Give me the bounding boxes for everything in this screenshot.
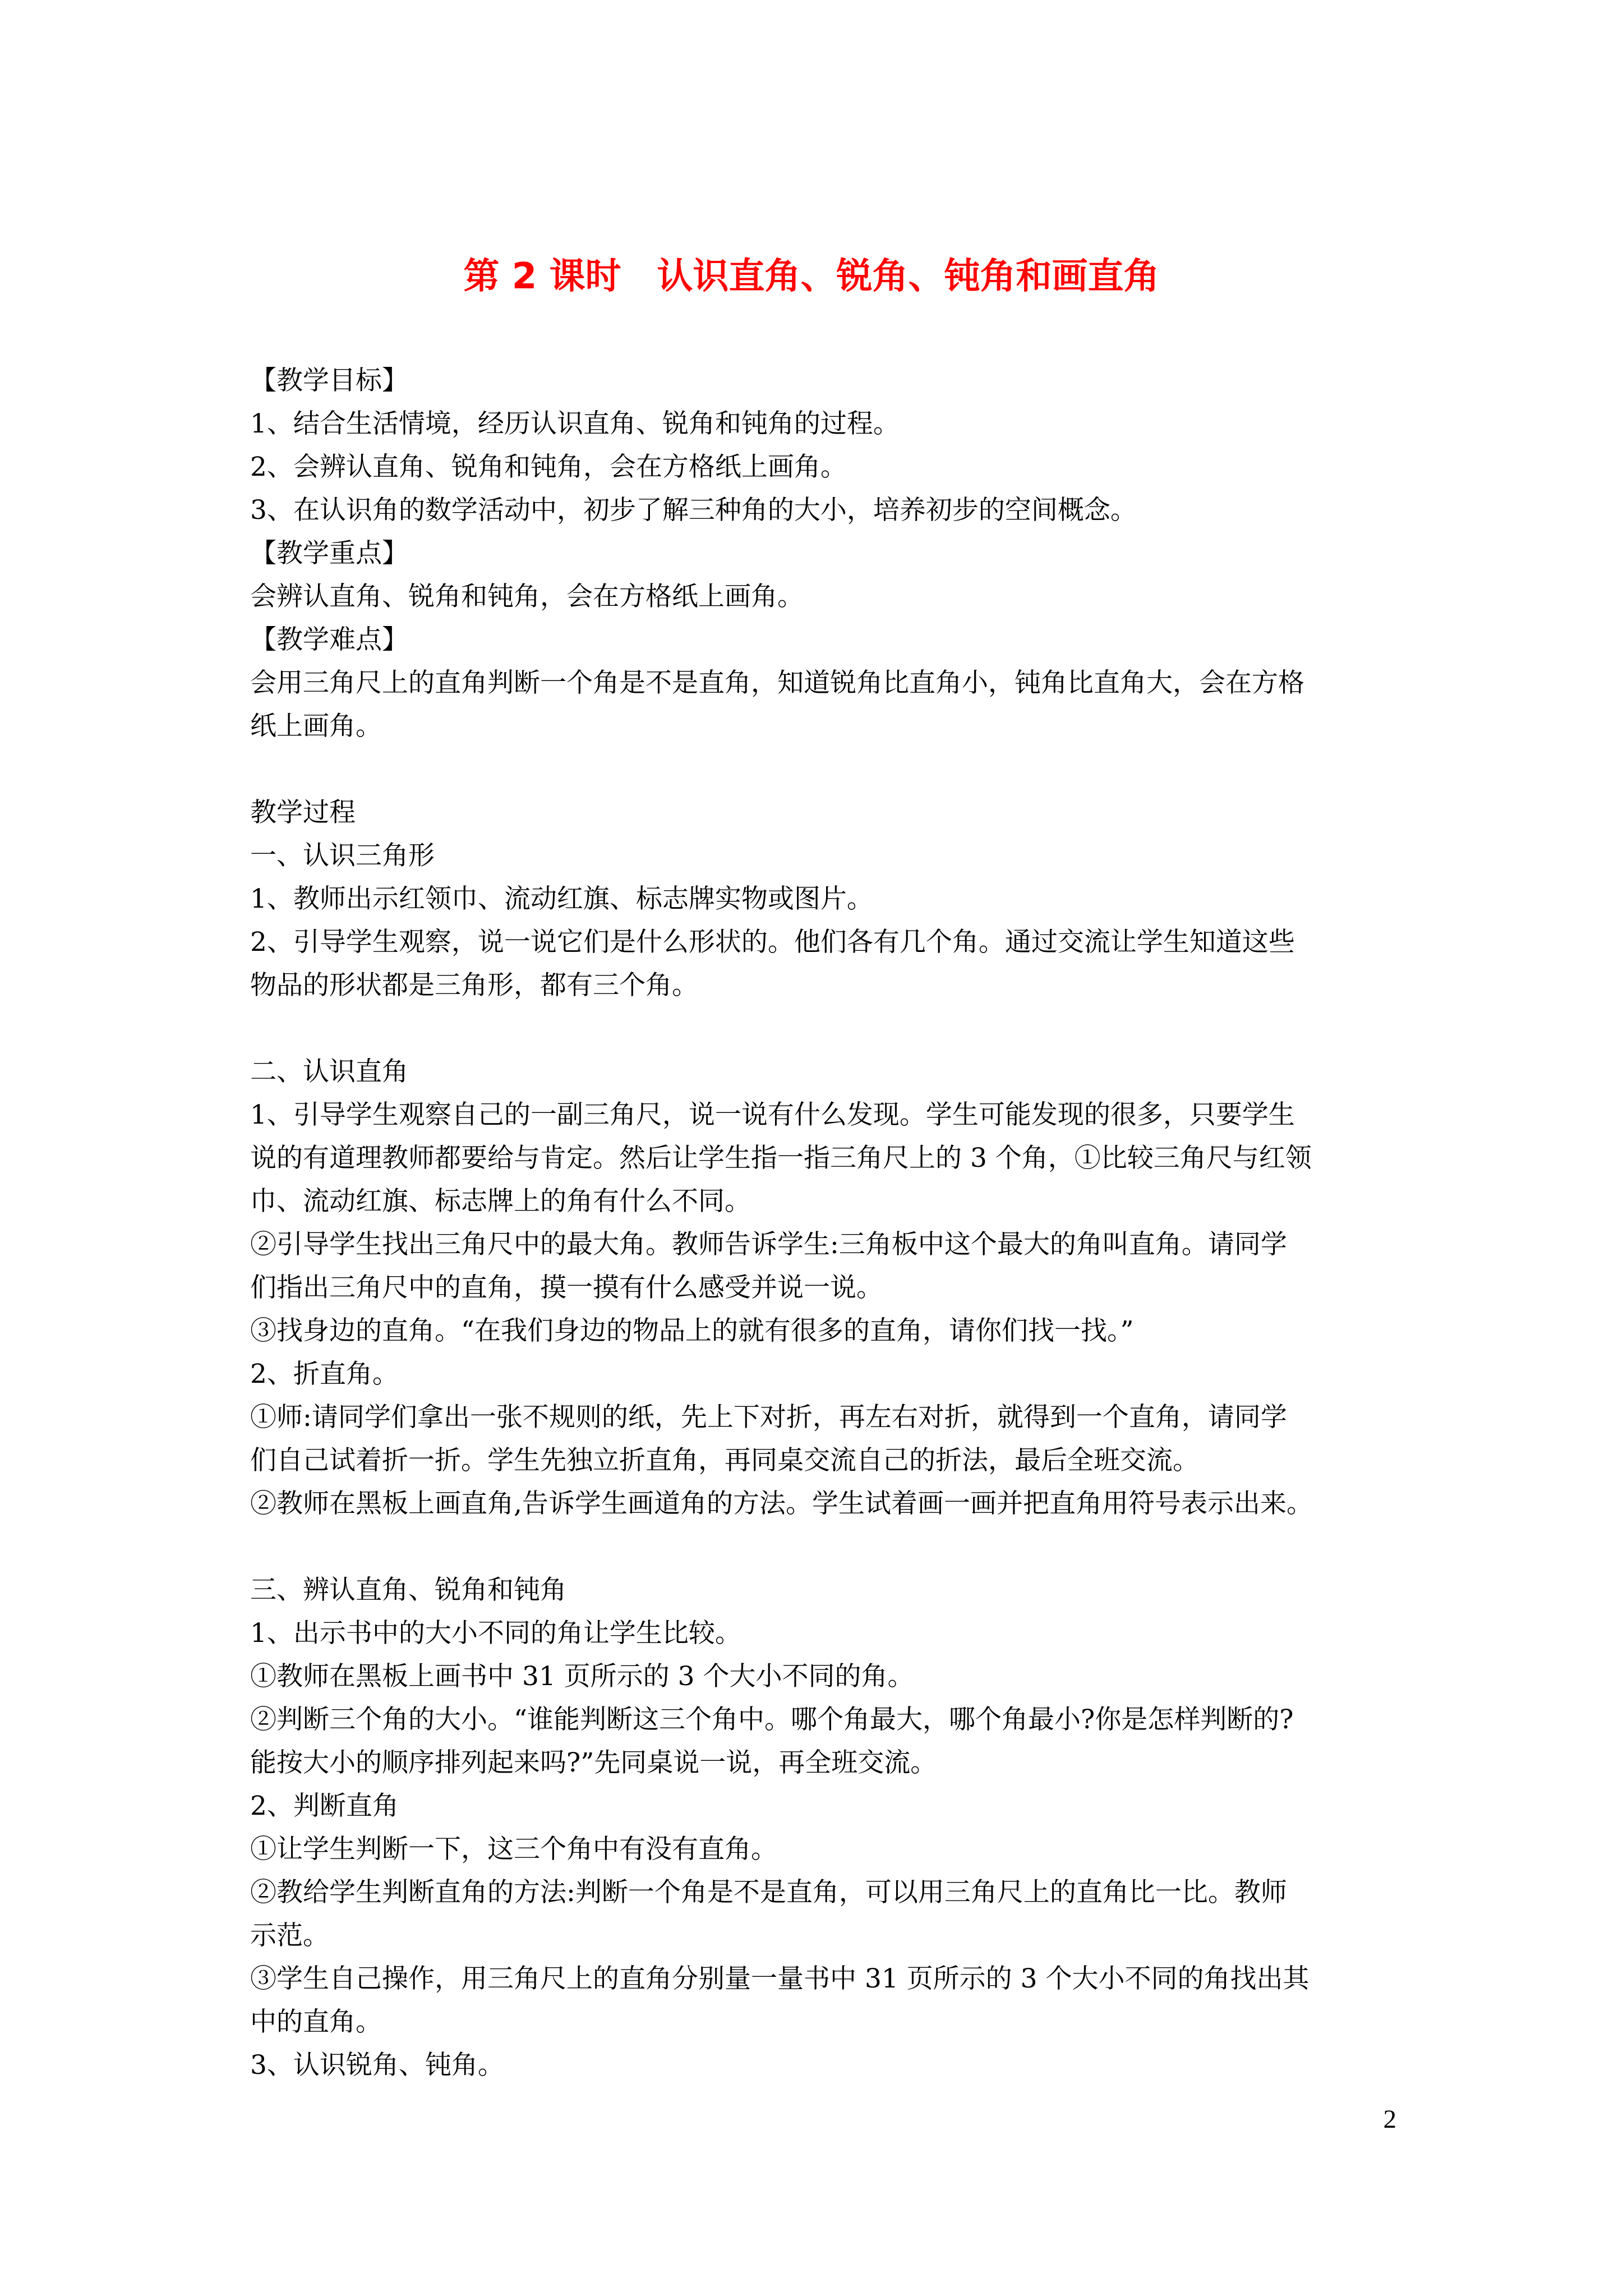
text-line: 1、结合生活情境，经历认识直角、锐角和钝角的过程。 [250, 408, 900, 439]
text-line: 2、会辨认直角、锐角和钝角，会在方格纸上画角。 [250, 452, 847, 482]
text-line: 三、辨认直角、锐角和钝角 [250, 1575, 566, 1605]
text-line: 一、认识三角形 [250, 840, 435, 871]
text-line: 2、折直角。 [250, 1359, 399, 1389]
text-line: 教学过程 [250, 797, 356, 828]
text-line: 【教学重点】 [250, 538, 408, 569]
text-line: 中的直角。 [250, 2007, 382, 2037]
text-line: 二、认识直角 [250, 1056, 408, 1087]
text-line: ②教给学生判断直角的方法:判断一个角是不是直角，可以用三角尺上的直角比一比。教师 [250, 1877, 1287, 1908]
text-line: 示范。 [250, 1920, 329, 1951]
text-line: 们指出三角尺中的直角，摸一摸有什么感受并说一说。 [250, 1272, 883, 1303]
document-body [250, 359, 1389, 2087]
text-line: 2、判断直角 [250, 1791, 399, 1821]
text-line: 纸上画角。 [250, 711, 382, 742]
text-line: 3、在认识角的数学活动中，初步了解三种角的大小，培养初步的空间概念。 [250, 495, 1137, 526]
blank-line [250, 1007, 1389, 1050]
text-line: 2、引导学生观察，说一说它们是什么形状的。他们各有几个角。通过交流让学生知道这些 [250, 927, 1295, 958]
text-line: ①让学生判断一下，这三个角中有没有直角。 [250, 1834, 777, 1865]
text-line: 1、教师出示红领巾、流动红旗、标志牌实物或图片。 [250, 884, 873, 914]
lesson-title: 第 2 课时 认识直角、锐角、钝角和画直角 [463, 256, 1160, 297]
text-line: 说的有道理教师都要给与肯定。然后让学生指一指三角尺上的 3 个角，①比较三角尺与红领 [250, 1143, 1312, 1174]
text-line: 巾、流动红旗、标志牌上的角有什么不同。 [250, 1186, 751, 1217]
blank-line [250, 1525, 1389, 1568]
text-line: 们自己试着折一折。学生先独立折直角，再同桌交流自己的折法，最后全班交流。 [250, 1445, 1199, 1476]
text-line: ②引导学生找出三角尺中的最大角。教师告诉学生:三角板中这个最大的角叫直角。请同学 [250, 1229, 1287, 1260]
text-line: ③找身边的直角。“在我们身边的物品上的就有很多的直角，请你们找一找。” [250, 1315, 1134, 1346]
text-line: ①师:请同学们拿出一张不规则的纸，先上下对折，再左右对折，就得到一个直角，请同学 [250, 1402, 1287, 1433]
text-line: 1、出示书中的大小不同的角让学生比较。 [250, 1618, 741, 1649]
page-number: 2 [1383, 2105, 1396, 2134]
text-line: ①教师在黑板上画书中 31 页所示的 3 个大小不同的角。 [250, 1661, 914, 1692]
text-line: 【教学难点】 [250, 624, 408, 655]
blank-line [250, 748, 1389, 791]
text-line: 会辨认直角、锐角和钝角，会在方格纸上画角。 [250, 581, 804, 612]
text-line: ③学生自己操作，用三角尺上的直角分别量一量书中 31 页所示的 3 个大小不同的角找出其 [250, 1963, 1310, 1994]
text-line: 1、引导学生观察自己的一副三角尺，说一说有什么发现。学生可能发现的很多，只要学生 [250, 1099, 1295, 1130]
text-line: ②教师在黑板上画直角,告诉学生画道角的方法。学生试着画一画并把直角用符号表示出来。 [250, 1488, 1313, 1519]
text-line: 【教学目标】 [250, 365, 408, 396]
text-line: 物品的形状都是三角形，都有三个角。 [250, 970, 698, 1001]
text-line: 会用三角尺上的直角判断一个角是不是直角，知道锐角比直角小，钝角比直角大，会在方格 [250, 668, 1304, 698]
text-line: 能按大小的顺序排列起来吗?”先同桌说一说，再全班交流。 [250, 1747, 937, 1778]
text-line: ②判断三个角的大小。“谁能判断这三个角中。哪个角最大，哪个角最小?你是怎样判断的? [250, 1704, 1294, 1735]
text-line: 3、认识锐角、钝角。 [250, 2050, 504, 2081]
